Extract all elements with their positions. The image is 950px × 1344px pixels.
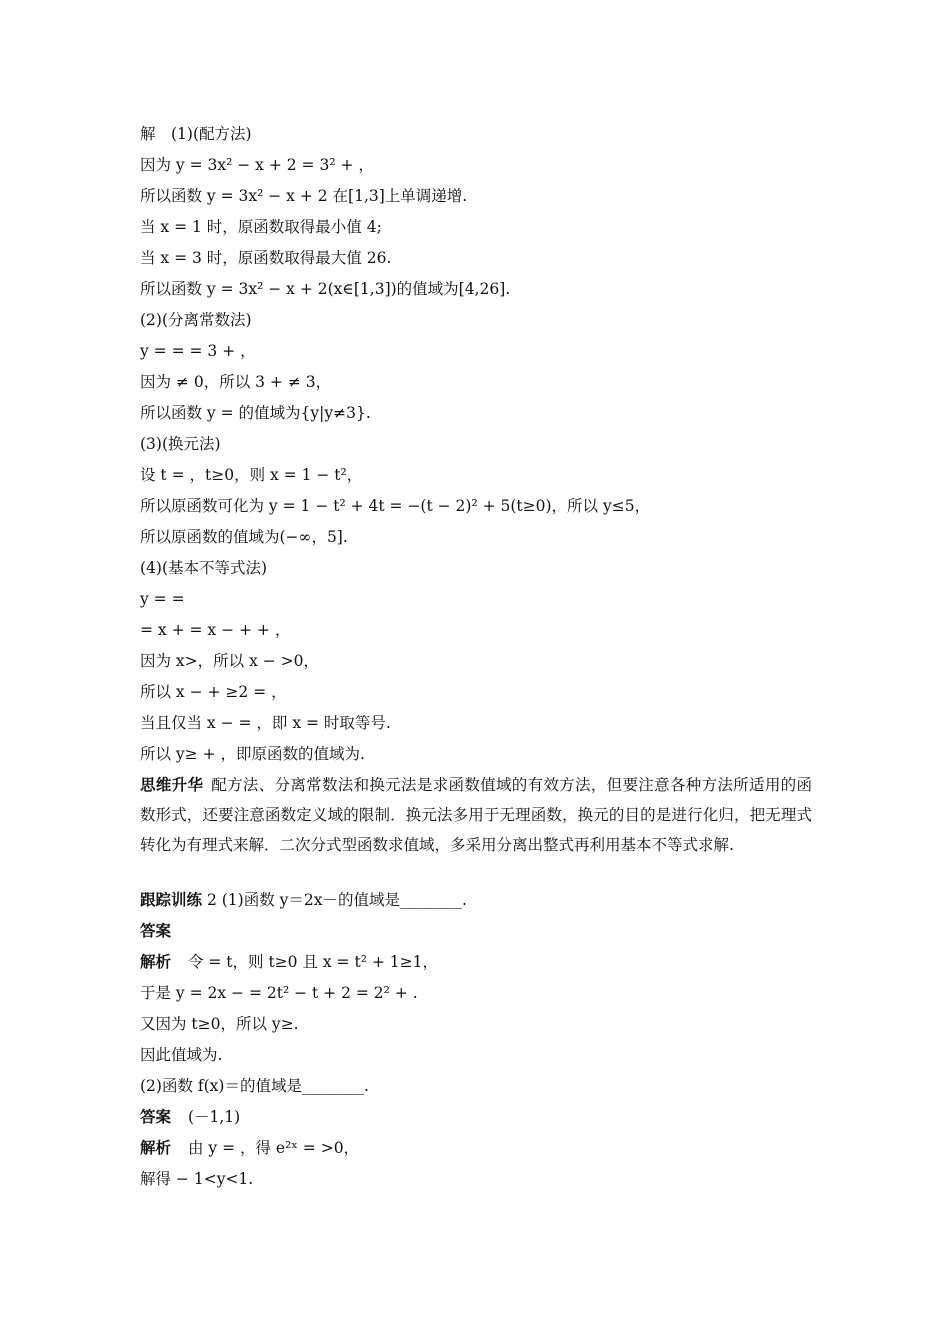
analysis-label: 解析 (140, 1139, 172, 1157)
solution-line: y = = (140, 590, 185, 608)
answer-row-1 (140, 921, 171, 941)
solution-line: = x + = x − + + ， (140, 621, 291, 639)
solution-line: 当且仅当 x − = ，即 x = 时取等号. (140, 714, 391, 732)
solution-line: 所以原函数的值域为(−∞，5]. (140, 528, 348, 546)
answer-row-2 (140, 1107, 240, 1127)
solution-line: 设 t = ，t≥0，则 x = 1 − t²， (140, 466, 363, 484)
practice-question-2: (2)函数 f(x)＝的值域是________. (140, 1077, 369, 1095)
answer-label: 答案 (140, 1108, 172, 1126)
answer-value: (－1,1) (187, 1108, 241, 1126)
solution-line: y = = = 3 + ， (140, 342, 256, 360)
solution-heading: 解 (1)(配方法) (140, 125, 252, 143)
insight-title: 思维升华 (140, 776, 204, 794)
solution-line: 所以函数 y = 3x² − x + 2 在[1,3]上单调递增. (140, 187, 468, 205)
analysis-line: 于是 y = 2x − = 2t² − t + 2 = 2² + . (140, 984, 418, 1002)
practice-label: 跟踪训练 (140, 891, 203, 909)
answer-label: 答案 (140, 922, 172, 940)
solution-line: 因为 ≠ 0，所以 3 + ≠ 3， (140, 373, 332, 391)
analysis-label: 解析 (140, 953, 172, 971)
analysis-text: 令 = t，则 t≥0 且 x = t² + 1≥1， (187, 953, 438, 971)
practice-q1-text: 2 (1)函数 y＝2x－的值域是________. (206, 891, 467, 909)
analysis-line: 又因为 t≥0，所以 y≥. (140, 1015, 299, 1033)
solution-line: 所以函数 y = 3x² − x + 2(x∈[1,3])的值域为[4,26]. (140, 280, 511, 298)
solution-line: 因为 y = 3x² − x + 2 = 3² + ， (140, 156, 374, 174)
method-heading: (3)(换元法) (140, 435, 221, 453)
solution-line: 当 x = 3 时，原函数取得最大值 26. (140, 249, 392, 267)
analysis-line: 解得 − 1<y<1. (140, 1170, 254, 1188)
analysis-row-1 (140, 952, 438, 972)
method-heading: (2)(分离常数法) (140, 311, 252, 329)
solution-line: 因为 x>，所以 x − >0， (140, 652, 320, 670)
solution-line: 所以 x − + ≥2 = ， (140, 683, 287, 701)
analysis-line: 因此值域为. (140, 1046, 223, 1064)
insight-block (140, 770, 812, 860)
solution-line: 当 x = 1 时，原函数取得最小值 4; (140, 218, 382, 236)
insight-text: 配方法、分离常数法和换元法是求函数值域的有效方法，但要注意各种方法所适用的函数形式，还要注意函数定义域的限制．换元法多用于无理函数，换元的目的是进行化归，把无理式转化为有理式来解．二次分式型函数求值域，多采用分离出整式再利用基本不等式求解. (140, 776, 812, 854)
analysis-text: 由 y = ，得 e²ˣ = >0， (187, 1139, 360, 1157)
practice-question-1 (140, 890, 467, 910)
solution-line: 所以函数 y = 的值域为{y|y≠3}. (140, 404, 371, 422)
solution-line: 所以原函数可化为 y = 1 − t² + 4t = −(t − 2)² + 5(t≥0)，所以 y≤5， (140, 497, 651, 515)
solution-line: 所以 y≥ + ，即原函数的值域为. (140, 745, 365, 763)
method-heading: (4)(基本不等式法) (140, 559, 268, 577)
analysis-row-2 (140, 1138, 359, 1158)
